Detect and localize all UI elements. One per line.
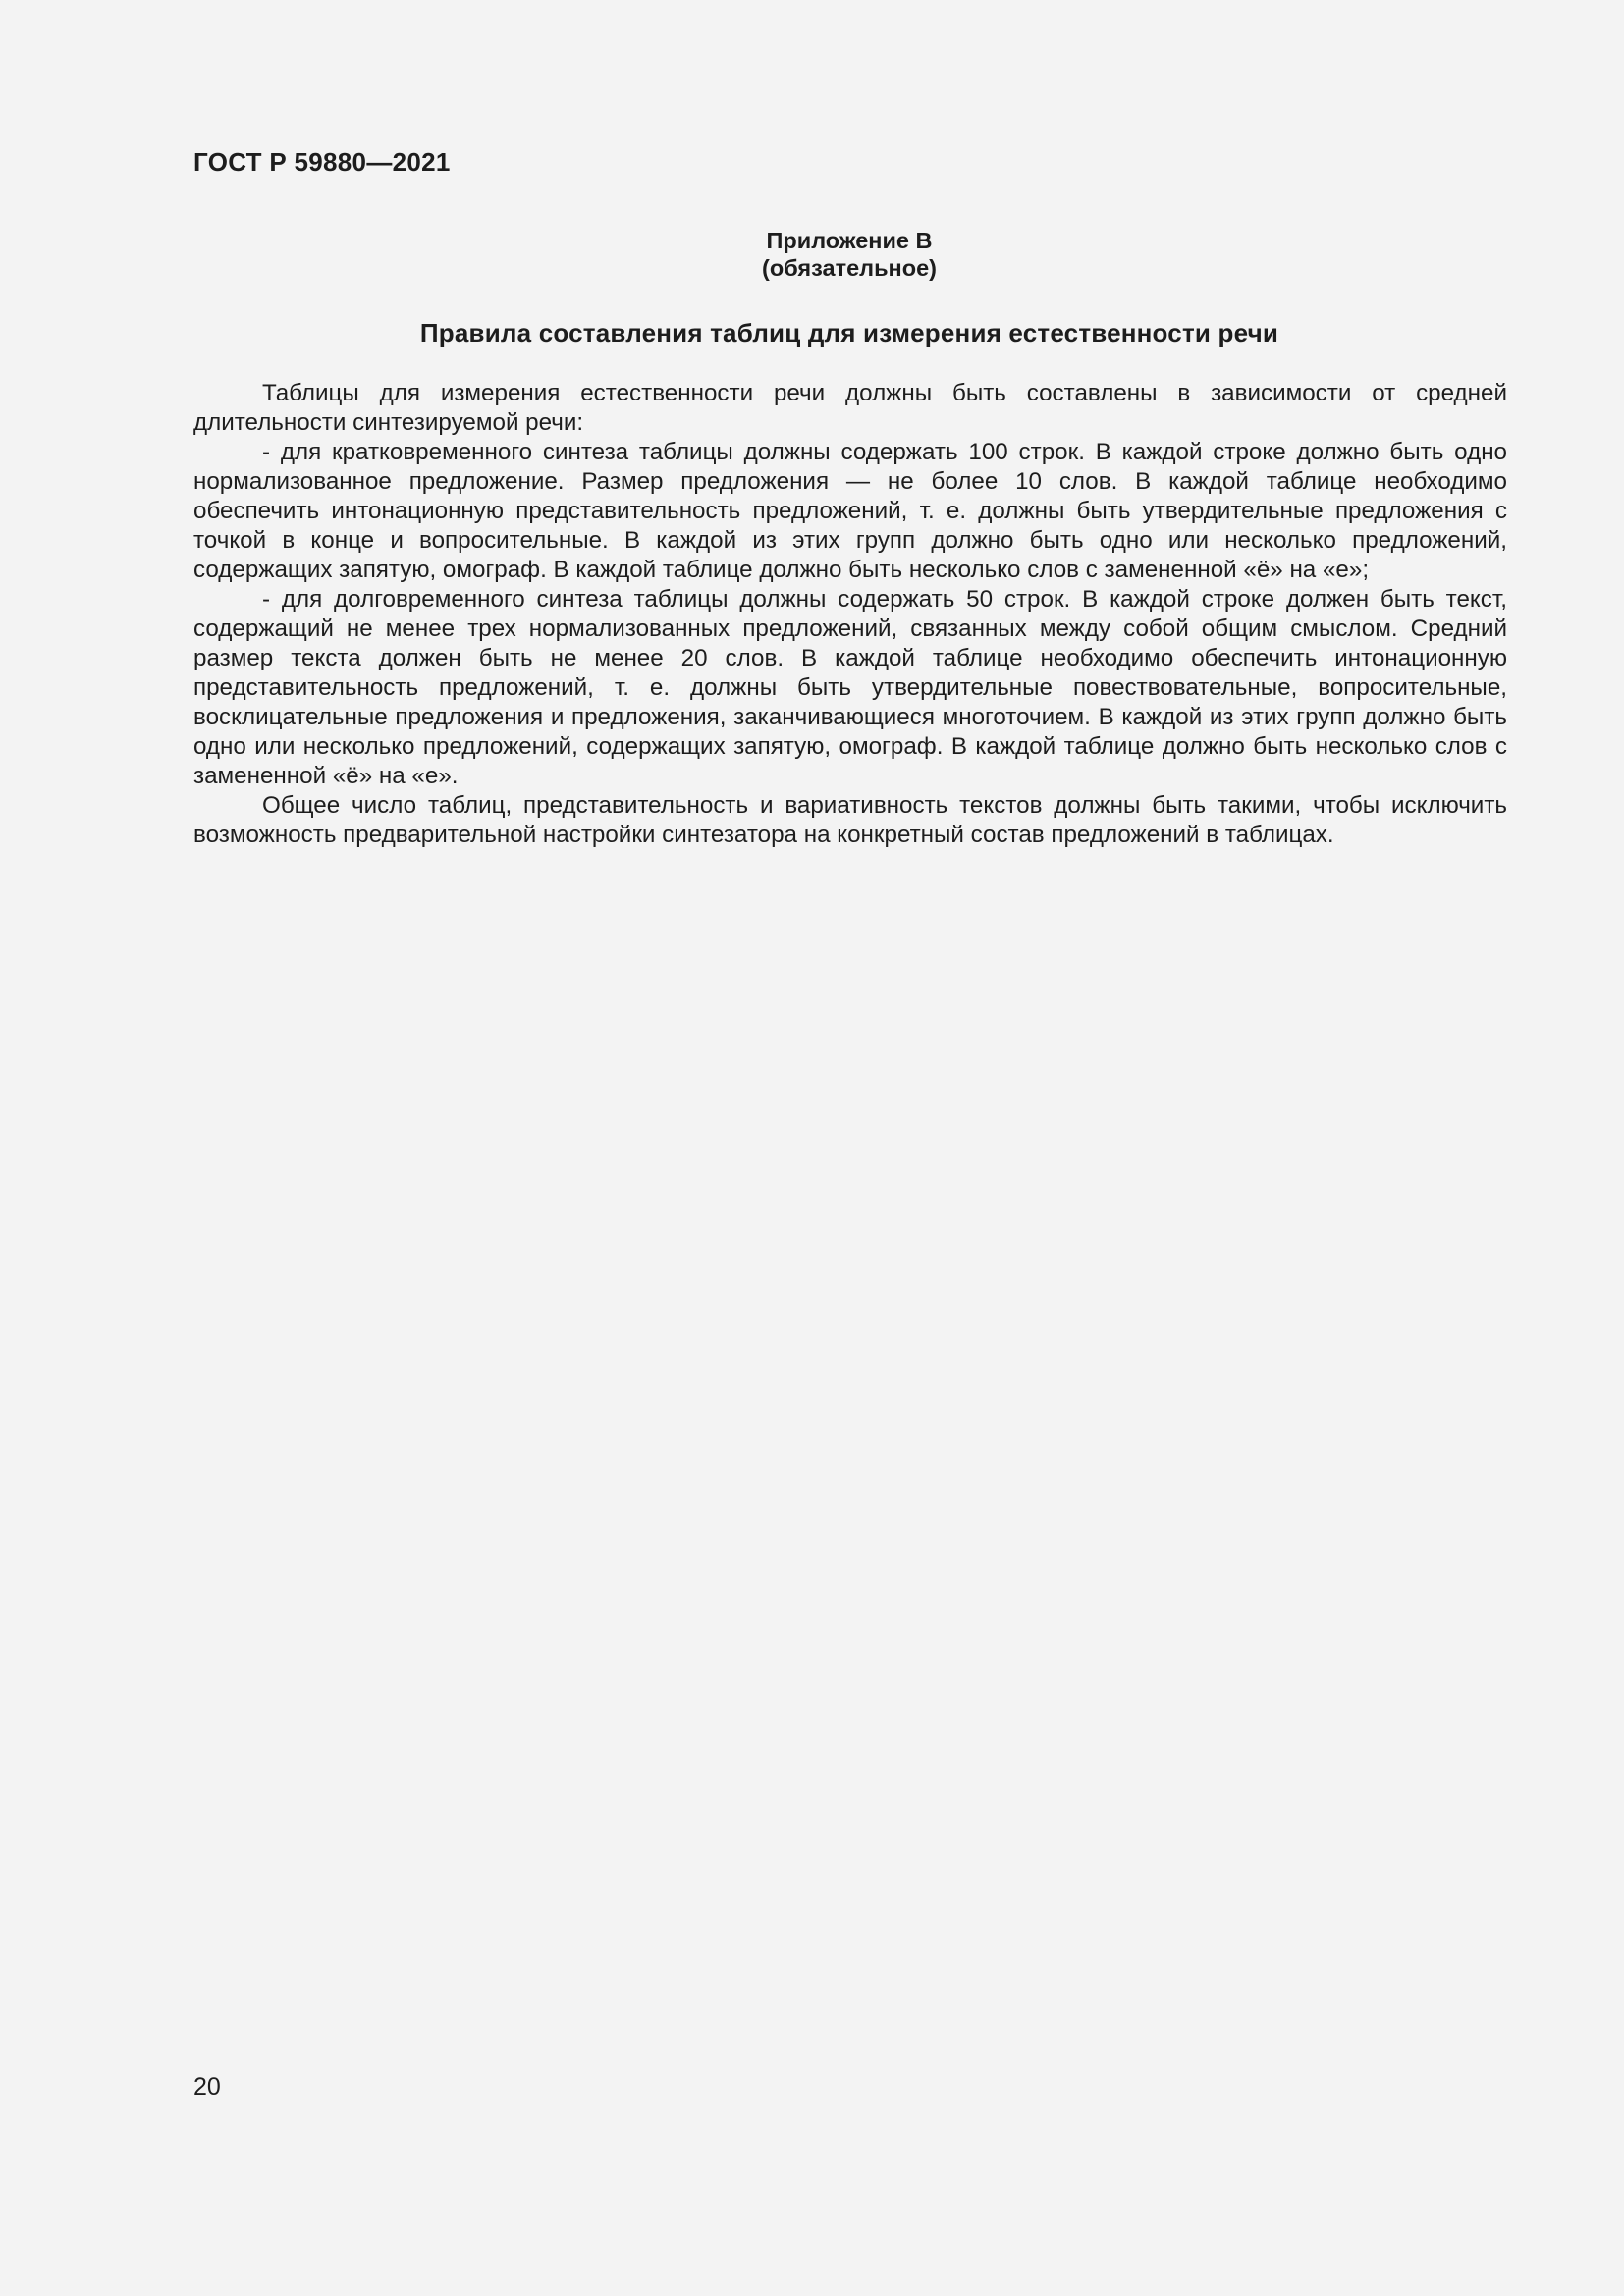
paragraph-long-synthesis: - для долговременного синтеза таблицы должны содержать 50 строк. В каждой строке должен быть текст, содержащий не менее трех нормализованных предложений, связанных между собой общим смыслом. Средний размер текста должен быть не менее 20 слов. В каждой таблице необходимо обеспечить интонационную представительность предложений, т. е. должны быть утвердительные повествовательные, вопросительные, восклицательные предложения и предложения, заканчивающиеся многоточием. В каждой из этих групп должно быть одно или несколько предложений, содержащих запятую, омограф. В каждой таблице должно быть несколько слов с замененной «ё» на «е».	[193, 586, 1507, 789]
section-title: Правила составления таблиц для измерения естественности речи	[419, 318, 1279, 347]
standard-header: ГОСТ Р 59880—2021	[193, 147, 451, 177]
appendix-label: Приложение В	[766, 228, 933, 253]
page-number: 20	[193, 2073, 221, 2101]
body-text	[193, 379, 1507, 850]
appendix-status: (обязательное)	[762, 255, 937, 281]
appendix-heading	[0, 227, 1624, 282]
paragraph-conclusion: Общее число таблиц, представительность и вариативность текстов должны быть такими, чтобы исключить возможность предварительной настройки синтезатора на конкретный состав предложений в таблицах.	[193, 792, 1507, 848]
paragraph-intro: Таблицы для измерения естественности речи должны быть составлены в зависимости от средней длительности синтезируемой речи:	[193, 380, 1507, 436]
paragraph-short-synthesis: - для кратковременного синтеза таблицы должны содержать 100 строк. В каждой строке должно быть одно нормализованное предложение. Размер предложения — не более 10 слов. В каждой таблице необходимо обеспечить интонационную представительность предложений, т. е. должны быть утвердительные предложения с точкой в конце и вопросительные. В каждой из этих групп должно быть одно или несколько предложений, содержащих запятую, омограф. В каждой таблице должно быть несколько слов с замененной «ё» на «е»;	[193, 439, 1507, 583]
